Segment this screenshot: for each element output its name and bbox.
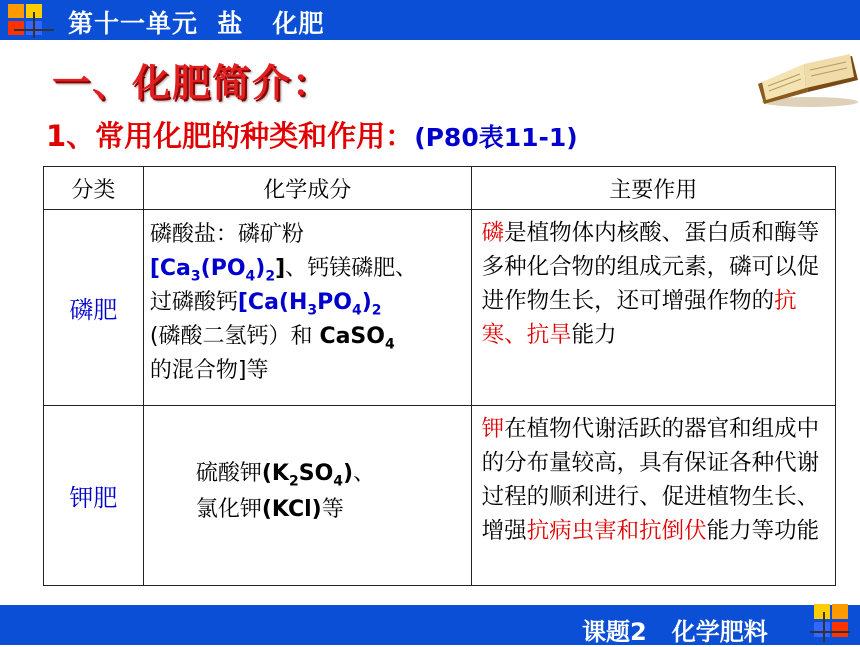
squares-logo-icon (810, 602, 856, 642)
header-effect: 主要作用 (471, 167, 835, 210)
composition-phosphate: 磷酸盐：磷矿粉 $[Ca_3(PO_4)_2]$、钙镁磷肥、 过磷酸钙[$Ca(H_3PO_4)_2$ (磷酸二氢钙）和 CaSO$_4$ 的混合物]等 (143, 210, 471, 406)
open-book-icon (752, 46, 860, 108)
textbook-reference: (P80表11-1) (414, 123, 578, 152)
table-header-row (44, 167, 836, 210)
subtitle (46, 114, 578, 155)
unit-title: 第十一单元 盐 化肥 (68, 9, 325, 38)
table-row (44, 406, 836, 586)
effect-potash: 钾在植物代谢活跃的器官和组成中的分布量较高，具有保证各种代谢过程的顺利进行、促进植物生长、增强抗病虫害和抗倒伏能力等功能 (471, 406, 835, 586)
table-row (44, 210, 836, 406)
header-composition: 化学成分 (143, 167, 471, 210)
category-phosphate: 磷肥 (44, 210, 144, 406)
squares-logo-icon (8, 4, 54, 38)
fertilizer-table (43, 166, 836, 586)
section-title: 一、化肥简介： (52, 61, 333, 105)
effect-phosphate: 磷是植物体内核酸、蛋白质和酶等多种化合物的组成元素，磷可以促进作物生长，还可增强作物的抗寒、抗旱能力 (471, 210, 835, 406)
category-potash: 钾肥 (44, 406, 144, 586)
header-category: 分类 (44, 167, 144, 210)
composition-potash: 硫酸钾$(K_2SO_4)$、 氯化钾(KCl)等 (143, 406, 471, 586)
lesson-title: 课题2 化学肥料 (582, 618, 768, 646)
subtitle-text: 1、常用化肥的种类和作用： (46, 119, 415, 153)
